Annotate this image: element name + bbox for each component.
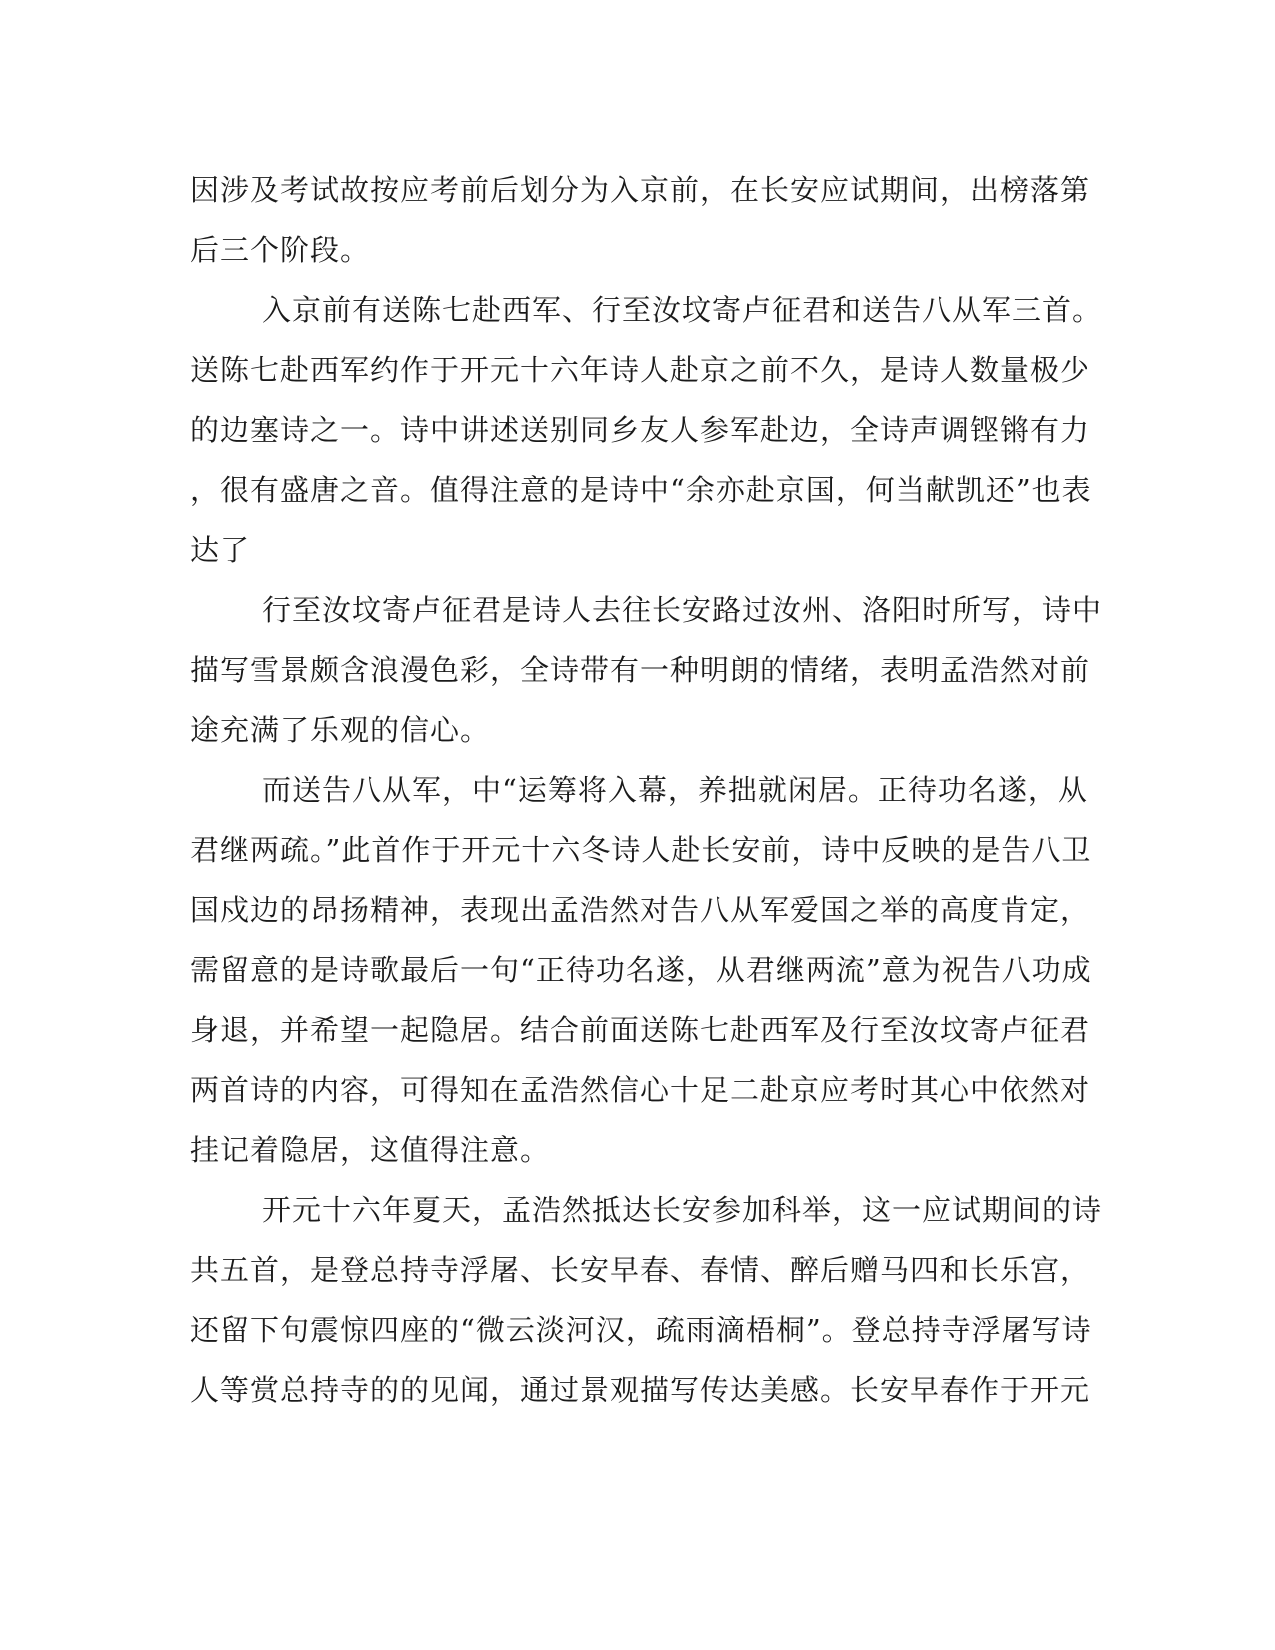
text-line: 君继两疏。”此首作于开元十六冬诗人赴长安前，诗中反映的是告八卫 [190,833,1092,867]
text-line: 人等赏总持寺的的见闻，通过景观描写传达美感。长安早春作于开元 [190,1373,1091,1407]
text-line: 描写雪景颇含浪漫色彩，全诗带有一种明朗的情绪，表明孟浩然对前 [190,653,1091,687]
text-line: ，很有盛唐之音。值得注意的是诗中“余亦赴京国，何当献凯还”也表 [190,473,1092,507]
text-line: 挂记着隐居，这值得注意。 [190,1133,551,1167]
text-line: 达了 [190,533,251,567]
text-line: 的边塞诗之一。诗中讲述送别同乡友人参军赴边，全诗声调铿锵有力 [190,413,1091,447]
text-line: 需留意的是诗歌最后一句“正待功名遂，从君继两流”意为祝告八功成 [190,953,1092,987]
text-line: 入京前有送陈七赴西军、行至汝坟寄卢征君和送告八从军三首。 [262,293,1103,327]
text-line: 共五首，是登总持寺浮屠、长安早春、春情、醉后赠马四和长乐宫， [190,1253,1091,1287]
text-line: 开元十六年夏天，孟浩然抵达长安参加科举，这一应试期间的诗 [262,1193,1103,1227]
text-line: 两首诗的内容，可得知在孟浩然信心十足二赴京应考时其心中依然对 [190,1073,1091,1107]
text-line: 行至汝坟寄卢征君是诗人去往长安路过汝州、洛阳时所写，诗中 [262,593,1103,627]
text-line: 后三个阶段。 [190,233,371,267]
text-line: 送陈七赴西军约作于开元十六年诗人赴京之前不久，是诗人数量极少 [190,353,1091,387]
text-line: 途充满了乐观的信心。 [190,713,491,747]
body-text [190,160,1103,1420]
paragraph-3 [190,580,1103,760]
text-line: 国戍边的昂扬精神，表现出孟浩然对告八从军爱国之举的高度肯定， [190,893,1091,927]
paragraph-2 [190,280,1103,580]
paragraph-1 [190,160,1091,280]
text-line: 身退，并希望一起隐居。结合前面送陈七赴西军及行至汝坟寄卢征君 [190,1013,1091,1047]
text-line: 而送告八从军，中“运筹将入幕，养拙就闲居。正待功名遂，从 [262,773,1088,807]
text-line: 因涉及考试故按应考前后划分为入京前，在长安应试期间，出榜落第 [190,173,1091,207]
paragraph-4 [190,760,1092,1180]
text-line: 还留下句震惊四座的“微云淡河汉，疏雨滴梧桐”。登总持寺浮屠写诗 [190,1313,1092,1347]
paragraph-5 [190,1180,1103,1420]
